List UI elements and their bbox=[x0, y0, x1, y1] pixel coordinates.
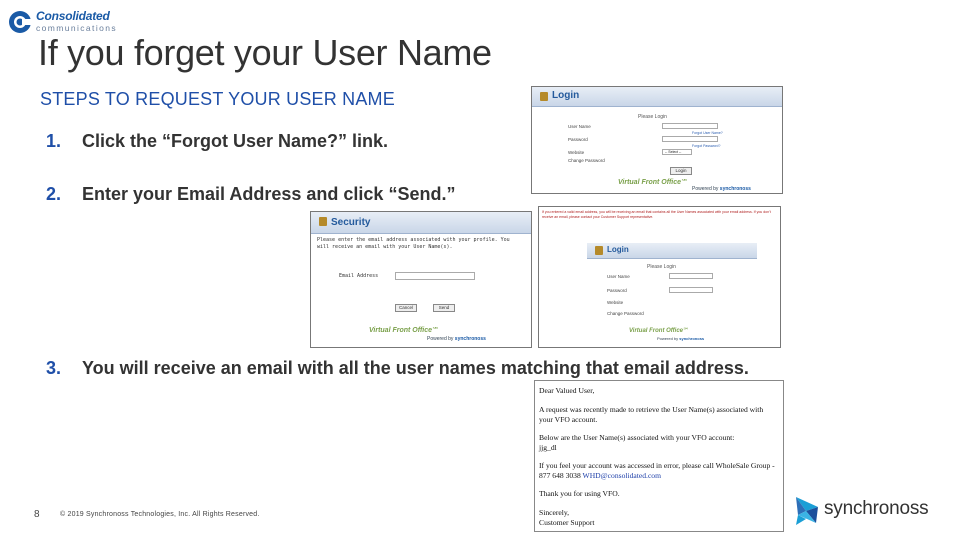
login-screenshot bbox=[531, 86, 783, 194]
user-name-input bbox=[662, 123, 718, 129]
synchronoss-logo-text: synchronoss bbox=[824, 498, 929, 519]
security-window-header bbox=[311, 212, 531, 234]
powered-by-label: Powered by synchronoss bbox=[692, 186, 751, 192]
vfo-brand: Virtual Front Office℠ bbox=[369, 327, 440, 334]
email-line-2: your VFO account. bbox=[539, 415, 598, 424]
copyright-text: © 2019 Synchronoss Technologies, Inc. All Rights Reserved. bbox=[60, 511, 260, 518]
forgot-user-name-link: Forgot User Name? bbox=[692, 131, 723, 135]
vfo-brand: Virtual Front Office℠ bbox=[618, 179, 689, 186]
powered-by-label: Powered by synchronoss bbox=[657, 336, 705, 341]
login-window-header bbox=[532, 87, 782, 107]
email-line-1: A request was recently made to retrieve the User Name(s) associated with bbox=[539, 405, 764, 414]
user-name-label: User Name bbox=[607, 274, 630, 279]
email-user-name: jjg_dl bbox=[539, 443, 557, 452]
email-address-input bbox=[395, 272, 475, 280]
user-name-input bbox=[669, 273, 713, 279]
step-number: 3. bbox=[46, 358, 62, 378]
send-button: Send bbox=[433, 304, 455, 312]
cancel-button: Cancel bbox=[395, 304, 417, 312]
change-password-label: Change Password bbox=[607, 311, 644, 316]
password-label: Password bbox=[568, 137, 588, 142]
password-label: Password bbox=[607, 288, 627, 293]
website-label: Website bbox=[568, 150, 585, 155]
confirmation-message: If you entered a valid email address, you will be receiving an email that contains all the User Names associated with your email address. If you don't receive an email, please contact your Customer Support representative. bbox=[542, 210, 771, 219]
synchronoss-logo bbox=[790, 491, 930, 531]
logo-name: Consolidated bbox=[36, 9, 110, 23]
email-signature: Customer Support bbox=[539, 518, 595, 527]
email-closing: Sincerely, bbox=[539, 508, 570, 517]
website-label: Website bbox=[607, 300, 624, 305]
vfo-brand: Virtual Front Office℠ bbox=[629, 328, 690, 334]
page-subtitle: STEPS TO REQUEST YOUR USER NAME bbox=[40, 89, 395, 109]
login-heading: Please Login bbox=[647, 264, 676, 270]
login-window-title: Login bbox=[552, 90, 580, 101]
forgot-password-link: Forgot Password? bbox=[692, 144, 721, 148]
login-window-header bbox=[587, 243, 757, 259]
website-select: -- Select -- bbox=[662, 149, 692, 155]
step-text: Enter your Email Address and click “Send.” bbox=[82, 184, 456, 204]
email-line-3: Below are the User Name(s) associated with your VFO account: bbox=[539, 433, 735, 442]
email-screenshot bbox=[534, 380, 784, 532]
step-number: 2. bbox=[46, 184, 62, 204]
security-screenshot bbox=[310, 211, 532, 348]
email-address-label: Email Address bbox=[339, 273, 379, 279]
lock-icon bbox=[319, 217, 327, 226]
lock-icon bbox=[540, 92, 548, 101]
password-input bbox=[669, 287, 713, 293]
step-number: 1. bbox=[46, 131, 62, 151]
email-greeting: Dear Valued User, bbox=[539, 386, 595, 395]
email-link: WHD@consolidated.com bbox=[582, 471, 662, 480]
login-heading: Please Login bbox=[638, 114, 667, 120]
email-thanks: Thank you for using VFO. bbox=[539, 489, 620, 498]
step-text: You will receive an email with all the user names matching that email address. bbox=[82, 358, 749, 378]
synchronoss-logo-icon bbox=[792, 493, 822, 529]
logo-subtitle: communications bbox=[36, 23, 118, 33]
page-title: If you forget your User Name bbox=[38, 32, 492, 73]
login-window-title: Login bbox=[607, 245, 629, 254]
step-2 bbox=[46, 184, 455, 205]
step-1 bbox=[46, 131, 388, 152]
consolidated-logo-icon bbox=[8, 10, 32, 34]
step-3 bbox=[46, 358, 749, 379]
email-contact: 877 648 3038 WHD@consolidated.com bbox=[539, 471, 662, 480]
lock-icon bbox=[595, 246, 603, 255]
security-window-title: Security bbox=[331, 217, 371, 228]
password-input bbox=[662, 136, 718, 142]
powered-by-label: Powered by synchronoss bbox=[427, 336, 486, 342]
page-number: 8 bbox=[34, 509, 40, 520]
step-text: Click the “Forgot User Name?” link. bbox=[82, 131, 389, 151]
security-instruction: Please enter the email address associated with your profile. You will receive an email with your User Name(s). bbox=[317, 237, 510, 250]
user-name-label: User Name bbox=[568, 124, 591, 129]
email-line-4: If you feel your account was accessed in error, please call WholeSale Group - bbox=[539, 461, 775, 470]
login-button: Login bbox=[670, 167, 692, 175]
login-confirmation-screenshot bbox=[538, 206, 781, 348]
change-password-label: Change Password bbox=[568, 158, 605, 163]
